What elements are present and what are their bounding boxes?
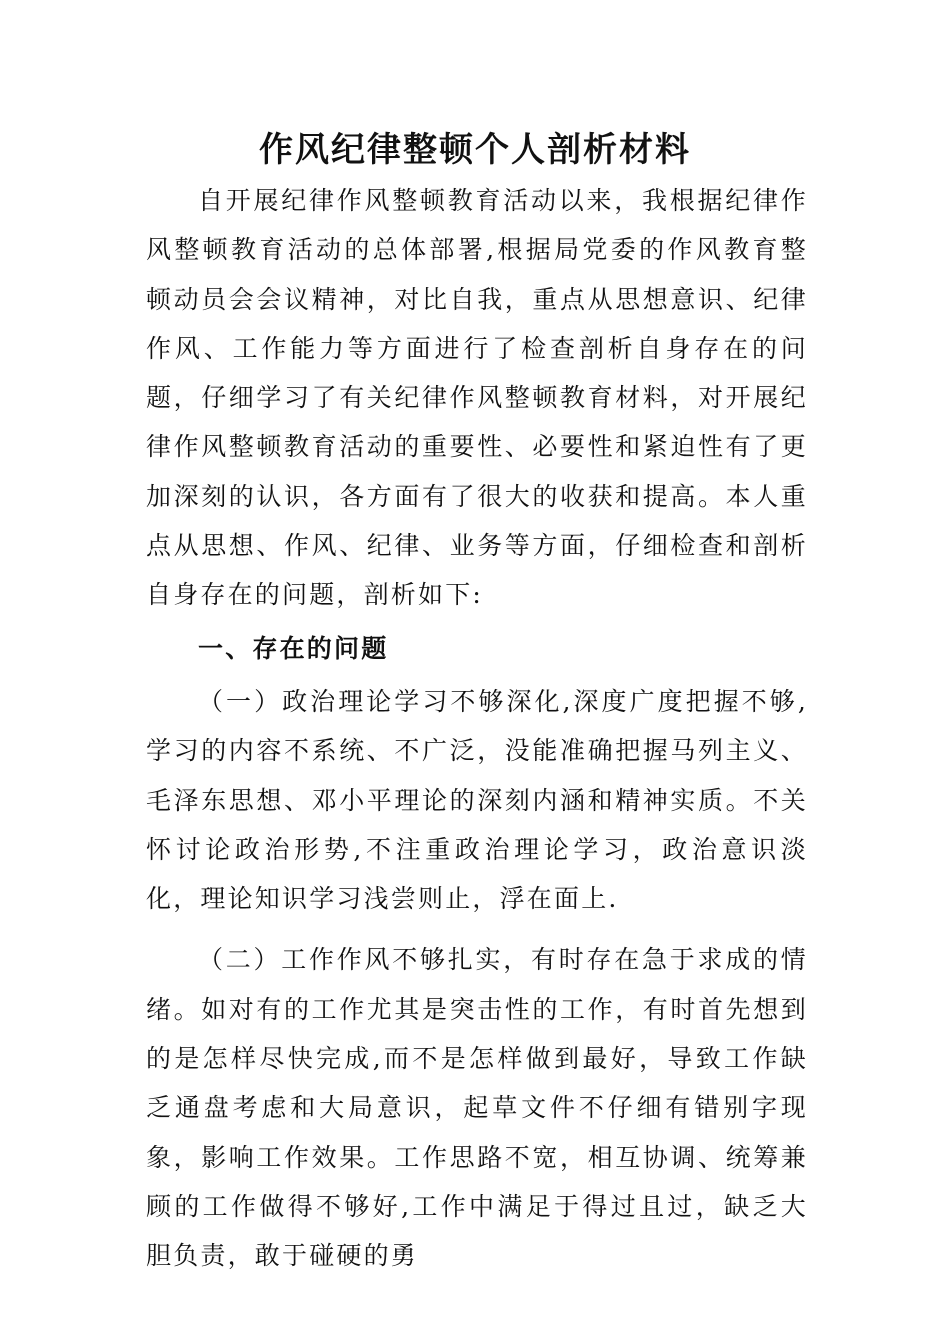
intro-paragraph: 自开展纪律作风整顿教育活动以来，我根据纪律作风整顿教育活动的总体部署,根据局党委的作风教育整顿动员会会议精神，对比自我，重点从思想意识、纪律作风、工作能力等方面进行了检查剖析自身存在的问题，仔细学习了有关纪律作风整顿教育材料，对开展纪律作风整顿教育活动的重要性、必要性和紧迫性有了更加深刻的认识，各方面有了很大的收获和提高。本人重点从思想、作风、纪律、业务等方面，仔细检查和剖析自身存在的问题，剖析如下: (146, 186, 808, 610)
document-title: 作风纪律整顿个人剖析材料 (259, 130, 691, 170)
document-body (146, 176, 808, 1281)
problem-item-1: （一）政治理论学习不够深化,深度广度把握不够,学习的内容不系统、不广泛，没能准确把握马列主义、毛泽东思想、邓小平理论的深刻内涵和精神实质。不关怀讨论政治形势,不注重政治理论学习，政治意识淡化，理论知识学习浅尝则止，浮在面上. (146, 686, 808, 914)
section-heading-problems: 一、存在的问题 (198, 633, 389, 663)
problem-item-2: （二）工作作风不够扎实，有时存在急于求成的情绪。如对有的工作尤其是突击性的工作，有时首先想到的是怎样尽快完成,而不是怎样做到最好，导致工作缺乏通盘考虑和大局意识，起草文件不仔细有错别字现象，影响工作效果。工作思路不宽，相互协调、统筹兼顾的工作做得不够好,工作中满足于得过且过，缺乏大胆负责，敢于碰硬的勇 (146, 945, 808, 1271)
